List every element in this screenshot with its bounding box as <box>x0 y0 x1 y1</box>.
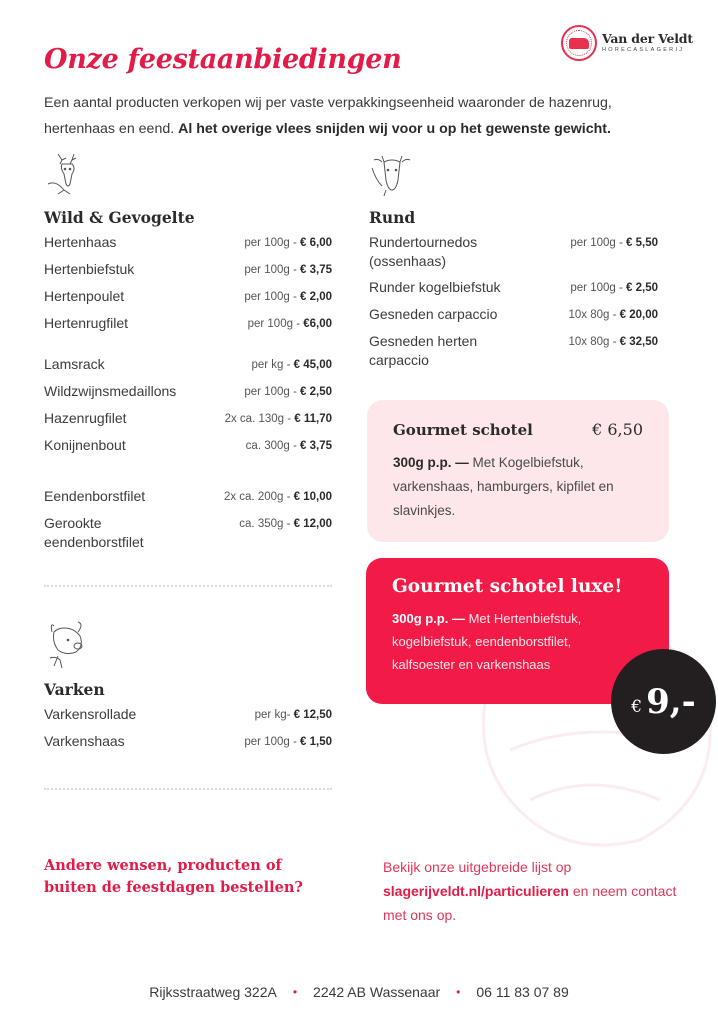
product-price: 2x ca. 200g - € 10,00 <box>223 491 332 503</box>
footer-address: Rijksstraatweg 322A <box>149 984 277 1000</box>
currency-symbol: € <box>631 696 643 717</box>
footer-city: 2242 AB Wassenaar <box>313 984 441 1000</box>
product-name: Hertenhaas <box>44 234 117 250</box>
product-row <box>369 332 658 370</box>
product-row <box>44 732 332 752</box>
product-row <box>369 278 658 298</box>
footer-phone[interactable]: 06 11 83 07 89 <box>476 984 569 1000</box>
cow-icon <box>368 150 416 198</box>
product-name: Gerookte eendenborstfilet <box>44 515 144 550</box>
product-row <box>44 487 332 507</box>
intro-regular: Een aantal producten verkopen wij per vaste verpakkingseenheid waaronder de hazenrug, hertenhaas en eend. <box>44 95 612 137</box>
product-price: per 100g - € 2,00 <box>244 291 332 303</box>
product-name: Hertenbiefstuk <box>44 261 135 277</box>
product-price: per 100g - € 3,75 <box>244 264 332 276</box>
brand-subtitle: HORECASLAGERIJ <box>602 47 685 53</box>
cow-silhouette-icon <box>569 38 589 49</box>
product-price: 10x 80g - € 32,50 <box>568 336 658 348</box>
section-title: Rund <box>369 208 416 227</box>
card-price: € 6,50 <box>592 420 643 439</box>
product-row <box>369 233 658 271</box>
product-price: per 100g - € 2,50 <box>244 386 332 398</box>
product-price: per 100g - €6,00 <box>247 318 332 330</box>
product-row <box>44 409 332 429</box>
luxe-price-badge <box>611 649 716 754</box>
product-row <box>369 305 658 325</box>
gourmet-schotel-card <box>367 400 669 542</box>
product-price: per 100g - € 1,50 <box>244 736 332 748</box>
card-title: Gourmet schotel <box>393 421 533 439</box>
cta-question: Andere wensen, producten of buiten de feestdagen bestellen? <box>44 857 303 896</box>
product-name: Wildzwijnsmedaillons <box>44 383 177 399</box>
product-row <box>44 314 332 334</box>
product-name: Eendenborstfilet <box>44 488 146 504</box>
product-name: Konijnenbout <box>44 437 126 453</box>
product-name: Hertenpoulet <box>44 288 125 304</box>
section-divider <box>44 585 332 587</box>
product-row <box>44 514 332 552</box>
product-price: per 100g - € 6,00 <box>244 237 332 249</box>
footer-contact <box>0 984 718 1000</box>
cta-text: Bekijk onze uitgebreide lijst op slagerijveldt.nl/particulieren en neem contact met ons op. <box>383 859 677 923</box>
intro-text <box>44 90 684 142</box>
logo-badge-icon <box>561 25 597 61</box>
section-title: Wild & Gevogelte <box>44 208 195 227</box>
product-name: Hertenrugfilet <box>44 315 129 331</box>
product-price: ca. 350g - € 12,00 <box>239 518 332 530</box>
product-row <box>44 382 332 402</box>
product-name: Hazenrugfilet <box>44 410 127 426</box>
product-price: per kg - € 45,00 <box>251 359 332 371</box>
product-name: Lamsrack <box>44 356 105 372</box>
product-row <box>44 705 332 725</box>
product-name: Varkensrollade <box>44 706 137 722</box>
website-link[interactable]: slagerijveldt.nl/particulieren <box>383 883 569 899</box>
separator-dot-icon: • <box>456 985 461 999</box>
card-description: 300g p.p. — Met Hertenbiefstuk, kogelbiefstuk, eendenborstfilet, kalfsoester en varkenshaas <box>392 611 582 672</box>
product-row <box>44 260 332 280</box>
card-title: Gourmet schotel luxe! <box>392 576 623 597</box>
product-row <box>44 287 332 307</box>
separator-dot-icon: • <box>292 985 298 999</box>
product-row <box>44 233 332 253</box>
intro-bold: Al het overige vlees snijden wij voor u op het gewenste gewicht. <box>178 121 611 137</box>
product-row <box>44 355 332 375</box>
product-name: Gesneden herten carpaccio <box>369 333 478 368</box>
product-name: Gesneden carpaccio <box>369 306 498 322</box>
product-price: per 100g - € 2,50 <box>570 282 658 294</box>
product-price: per 100g - € 5,50 <box>570 237 658 249</box>
product-price: per kg- € 12,50 <box>254 709 332 721</box>
product-name: Varkenshaas <box>44 733 125 749</box>
product-price: ca. 300g - € 3,75 <box>245 440 332 452</box>
section-rund <box>369 208 658 377</box>
product-name: Rundertournedos (ossenhaas) <box>369 234 478 269</box>
brand-name: Van der Veldt <box>602 30 693 46</box>
pig-icon <box>44 618 92 670</box>
product-price: 10x 80g - € 20,00 <box>568 309 658 321</box>
section-divider <box>44 788 332 790</box>
brand-logo <box>561 25 693 61</box>
product-name: Runder kogelbiefstuk <box>369 279 501 295</box>
section-title: Varken <box>44 680 105 699</box>
card-description: 300g p.p. — Met Kogelbiefstuk, varkenshaas, hamburgers, kipfilet en slavinkjes. <box>393 455 614 518</box>
product-price: 2x ca. 130g - € 11,70 <box>224 413 332 425</box>
product-row <box>44 436 332 456</box>
deer-icon <box>44 150 92 198</box>
section-wild-gevogelte <box>44 208 332 559</box>
section-varken <box>44 680 332 759</box>
page-title: Onze feestaanbiedingen <box>44 44 402 75</box>
price-value: 9,- <box>646 681 696 722</box>
